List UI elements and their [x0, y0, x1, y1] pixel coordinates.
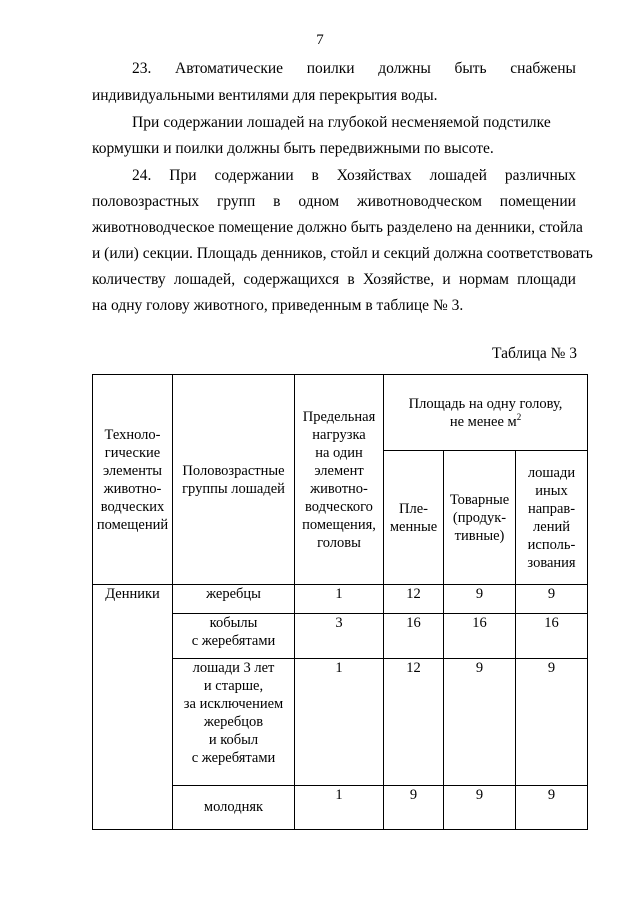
cell-breeding: 12 — [384, 585, 444, 614]
cell-group — [173, 786, 295, 830]
word: При — [169, 167, 197, 184]
cell-other: 9 — [516, 585, 588, 614]
header-breeding — [384, 451, 444, 585]
word: Автоматические — [175, 60, 284, 77]
word: поилки — [306, 60, 355, 77]
word: помещении — [499, 193, 576, 210]
word: Хозяйстве, — [363, 271, 435, 288]
paragraph-23-line-2: индивидуальными вентилями для перекрытия воды. — [92, 87, 438, 104]
word: животноводческом — [356, 193, 482, 210]
cell-line: и кобыл — [208, 732, 259, 748]
cell-load: 3 — [295, 614, 384, 659]
cell-line: молодняк — [203, 799, 264, 815]
cell-line: с жеребятами — [191, 750, 276, 766]
header-line: водческих — [100, 498, 165, 515]
header-line: иных — [535, 482, 568, 499]
header-line: элементы — [102, 462, 163, 479]
word: одном — [298, 193, 340, 210]
word: площади — [517, 271, 576, 288]
cell-line: с жеребятами — [191, 633, 276, 649]
header-line: исполь- — [527, 536, 576, 553]
header-line: (продук- — [452, 509, 507, 526]
header-line: головы — [317, 534, 361, 551]
header-line: помещения, — [302, 516, 376, 533]
paragraph-24-line-6: на одну голову животного, приведенным в таблице № 3. — [92, 297, 464, 314]
cell-line: жеребцов — [203, 714, 264, 730]
cell-line: жеребцы — [206, 586, 261, 602]
word: Хозяйствах — [336, 167, 412, 184]
header-line: направ- — [527, 500, 576, 517]
header-line: группы лошадей — [182, 480, 285, 497]
word: различных — [504, 167, 576, 184]
cell-commodity: 9 — [444, 585, 516, 614]
cell-other: 9 — [516, 659, 588, 786]
header-line: лений — [533, 518, 570, 535]
table-caption: Таблица № 3 — [492, 345, 577, 362]
header-line: Техноло- — [104, 426, 161, 443]
cell-group — [173, 659, 295, 786]
word: нормам — [458, 271, 509, 288]
paragraph-24-line-2 — [92, 191, 576, 213]
header-line: животно- — [103, 480, 162, 497]
header-line: элемент — [314, 462, 364, 479]
header-line: Предельная — [302, 408, 376, 425]
header-line: водческого — [305, 498, 373, 515]
paragraph-24-line-1 — [92, 165, 576, 187]
header-element — [93, 375, 173, 585]
word: в — [311, 167, 319, 184]
word: 23. — [132, 60, 152, 77]
cell-load: 1 — [295, 585, 384, 614]
header-commodity — [444, 451, 516, 585]
cell-commodity: 9 — [444, 786, 516, 830]
word: количеству — [92, 271, 166, 288]
word: половозрастных — [92, 193, 200, 210]
paragraph-23-line-1 — [92, 58, 576, 80]
header-line: тивные) — [454, 527, 505, 544]
cell-line: за исключением — [183, 696, 284, 712]
paragraph-horses-line-2: кормушки и поилки должны быть передвижными по высоте. — [92, 140, 494, 157]
cell-line — [175, 786, 292, 798]
cell-line: кобылы — [209, 615, 258, 631]
word: должны — [378, 60, 431, 77]
header-load — [295, 375, 384, 585]
cell-load: 1 — [295, 659, 384, 786]
header-text: не менее м — [449, 413, 517, 430]
word: в — [347, 271, 355, 288]
header-line: лошади — [527, 464, 576, 481]
word: снабжены — [510, 60, 576, 77]
word: лошадей, — [173, 271, 236, 288]
header-other — [516, 451, 588, 585]
word: быть — [454, 60, 487, 77]
header-groups — [173, 375, 295, 585]
word: 24. — [132, 167, 152, 184]
unit-exponent: 2 — [516, 411, 522, 422]
cell-commodity: 16 — [444, 614, 516, 659]
cell-line: лошади 3 лет — [192, 660, 275, 676]
header-line: менные — [389, 518, 438, 535]
paragraph-24-line-4: и (или) секции. Площадь денников, стойл и секций должна соответствовать — [92, 245, 593, 262]
paragraph-horses-line-1: При содержании лошадей на глубокой несменяемой подстилке — [132, 114, 551, 131]
header-line: Товарные — [449, 491, 510, 508]
header-line: помещений — [96, 516, 169, 533]
header-line: Половозрастные — [182, 462, 285, 479]
header-line: нагрузка — [312, 426, 366, 443]
word: содержащихся — [243, 271, 340, 288]
area-norms-table — [92, 374, 588, 830]
header-line: животно- — [310, 480, 368, 497]
cell-group — [173, 614, 295, 659]
word: и — [442, 271, 451, 288]
paragraph-24-line-3: животноводческое помещение должно быть разделено на денники, стойла — [92, 219, 583, 236]
cell-breeding: 12 — [384, 659, 444, 786]
cell-load: 1 — [295, 786, 384, 830]
header-area — [384, 375, 588, 451]
cell-line: и старше, — [203, 678, 264, 694]
header-line: Площадь на одну голову, — [408, 395, 563, 412]
cell-breeding: 16 — [384, 614, 444, 659]
table-row — [93, 585, 588, 614]
header-line — [386, 413, 585, 431]
cell-commodity: 9 — [444, 659, 516, 786]
header-line: на один — [315, 444, 363, 461]
word: лошадей — [429, 167, 487, 184]
header-line: гические — [104, 444, 161, 461]
cell-breeding: 9 — [384, 786, 444, 830]
page-number: 7 — [316, 32, 324, 48]
header-line: зования — [527, 554, 576, 571]
cell-group — [173, 585, 295, 614]
paragraph-24-line-5 — [92, 269, 576, 291]
word: содержании — [214, 167, 294, 184]
cell-other: 9 — [516, 786, 588, 830]
cell-other: 16 — [516, 614, 588, 659]
word: групп — [217, 193, 256, 210]
header-line: Пле- — [399, 500, 428, 517]
word: в — [273, 193, 281, 210]
cell-element: Денники — [93, 585, 173, 830]
